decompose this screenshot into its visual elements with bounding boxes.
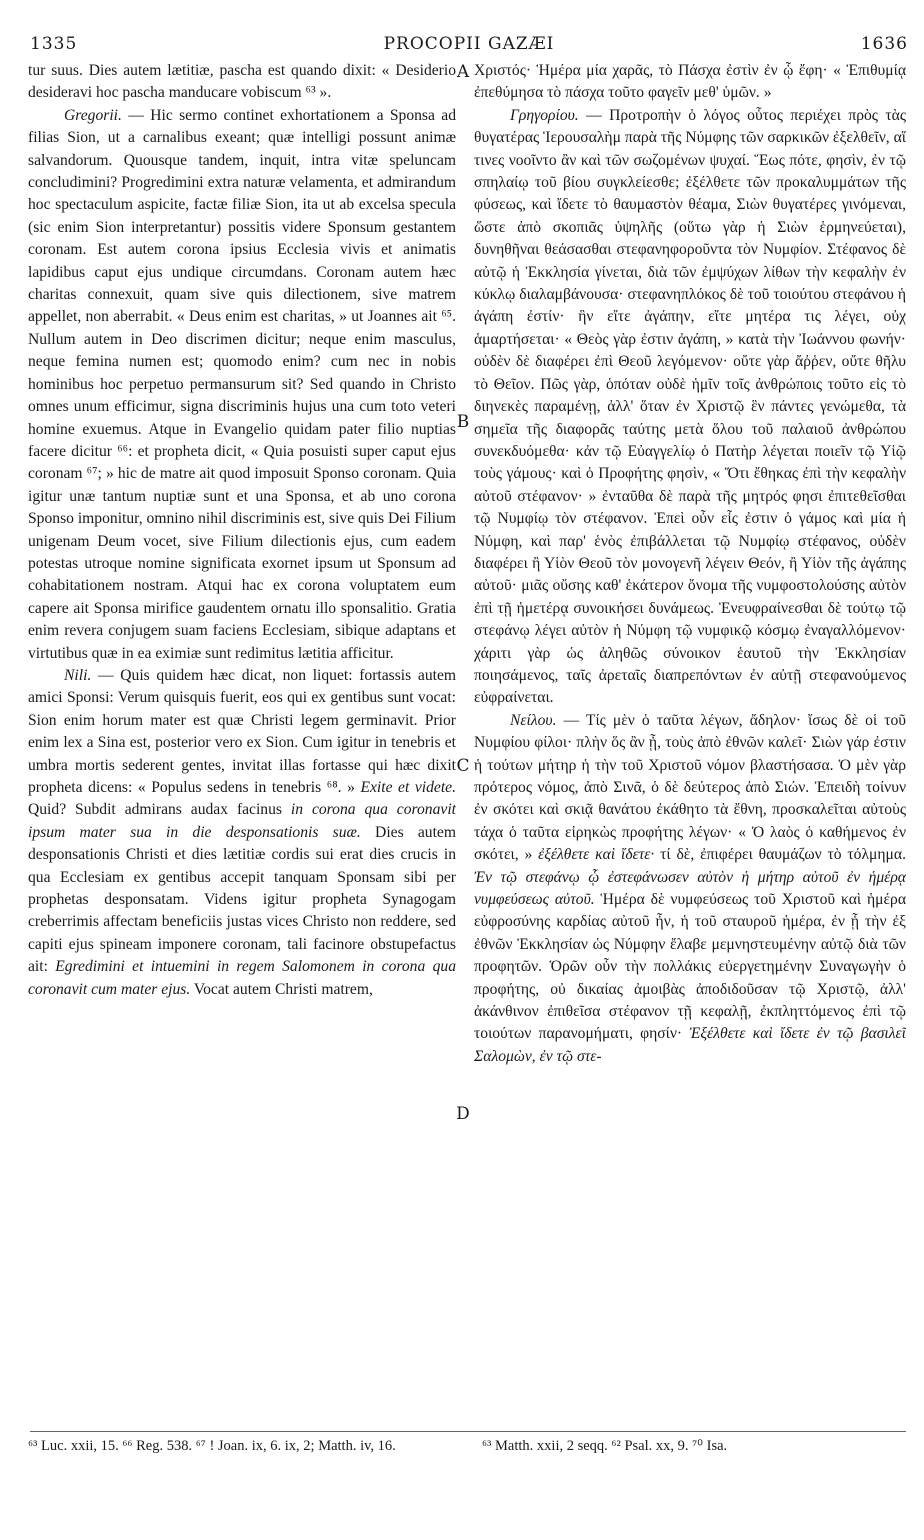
nili-text-a: — Quis quidem hæc dicat, non liquet: fortassis autem amici Sponsi: Verum quisquis fuerit, eos qui ex gentibus sunt vocat: Sion enim horum mater est quæ Christi legem germinavit. Prior enim lex a Sina est, posterior vero ex Sion. Cum igitur in tenebris et umbra mortis sederent gentes, invitat illas fortasse qui hæc dixit propheta dicens: « Populus sedens in tenebris ⁶⁸. » <box>28 666 456 796</box>
gregorii-text: — Hic sermo continet exhortationem a Sponsa ad filias Sion, ut a carnalibus exeant; quæ intelligi possunt animæ salvandorum. Quousque tandem, inquit, intra vitæ speluncam concludimini? Progredimini extra naturæ velamenta, et admirandum hoc spectaculum aspicite, factæ filiæ Sion, ita ut ab excelsa specula (sic enim Sion interpretantur) possitis videre Sponsum gestantem coronam. Est autem corona ipsius Ecclesia vivis et animatis lapidibus caput ejus undique circumdans. Coronam autem hæc charitas connexuit, quam sive quis dilectionem, sive matrem appellet, non aberrabit. « Deus enim est charitas, » ut Joannes ait ⁶⁵. Nullum autem in Deo discrimen dicitur; neque enim masculus, neque femina numen est; quomodo enim? cum nec in nobis hominibus hoc perpetuo permansurum sit? Sed quando in Christo omnes unum efficimur, signa discriminis hujus una cum toto veteri homine exuemus. Atque in Evangelio quidam pater filio nuptias facere dicitur ⁶⁶: et propheta dicit, « Quia posuisti super caput ejus coronam ⁶⁷; » hic de matre ait quod imposuit Sponso coronam. Quia igitur unæ tantum nuptiæ sunt et una Sponsa, et ab uno corona Sponso imponitur, omnino nihil discriminis est, sive quis Dei Filium unigenam Deum vocet, sive Filium dilectionis ejus, cum eadem potestas utroque nomine significata exornet ipsum ut Sponsum ad cohabitationem nostram. Atqui hac ex corona voluptatem eum capere ait Sponsa mirifice gaudentem ornatu illo sponsalitio. Gratia enim revera conjugem suam faciens Ecclesiam, sibique adaptans et virtutibus quæ in ea eximiæ sunt redimitus lætitia afficitur. <box>28 106 456 662</box>
nili-quote-3: Egredimini et intuemini in regem Salomonem in corona qua coronavit cum mater ejus. <box>28 958 456 998</box>
latin-paragraph-nili <box>28 665 456 1001</box>
page-number-right: 1636 <box>860 34 908 54</box>
neilou-text-c: Ἡμέρα δὲ νυμφεύσεως τοῦ Χριστοῦ καὶ ἡμέρα εὐφροσύνης καρδίας αὐτοῦ ἦν, ἡ τοῦ σταυροῦ ἡμέρα, ἐν ᾗ τὴν ἐξ ἐθνῶν Ἐκκλησίαν ὡς Νύμφην ἔλαβε μεμνηστευμένην αὐτῷ διὰ τῶν προφητῶν. Ὁρῶν οὖν τὴν πολλάκις εὐεργετημένην Συναγωγὴν ὁ προφήτης, οὐ δικαίας ἀμοιβὰς ἀποδιδοῦσαν τῷ Χριστῷ, ἀλλ' ἀκάνθινον ἐπιθεῖσα στέφανον τῇ κεφαλῇ, ἐκπληττόμενος ἐπὶ τῷ τοιούτων παρανομήματι, φησίν· <box>474 891 906 1043</box>
nili-quote-1: Exite et videte. <box>360 779 456 796</box>
footnotes-left: ⁶³ Luc. xxii, 15. ⁶⁶ Reg. 538. ⁶⁷ ! Joan. ix, 6. ix, 2; Matth. iv, 16. <box>28 1438 396 1454</box>
nili-text-d: Vocat autem Christi matrem, <box>190 980 373 998</box>
margin-mark-a: A <box>456 62 470 82</box>
section-label-gregoriou: Γρηγορίου. <box>510 106 579 124</box>
neilou-text-b: τί δὲ, ἐπιφέρει θαυμάζων τὸ τόλμημα. <box>654 846 906 864</box>
page-number-left: 1335 <box>30 34 78 54</box>
neilou-quote-1: ἐξέλθετε καὶ ἴδετε· <box>538 846 655 864</box>
margin-mark-b: B <box>456 412 470 432</box>
greek-paragraph-neilou <box>474 710 906 1069</box>
margin-mark-c: C <box>456 756 470 776</box>
section-label-nili: Nili. <box>64 666 92 684</box>
neilou-text-a: — Τίς μὲν ὁ ταῦτα λέγων, ἄδηλον· ἴσως δὲ οἱ τοῦ Νυμφίου φίλοι· πλὴν ὅς ἂν ᾖ, τοὺς ἀπὸ ἐθνῶν καλεῖ· Σιὼν γάρ ἐστιν ἡ τούτων μήτηρ ἡ τὴν τοῦ Χριστοῦ νόμον βλαστήσασα. Ὁ μὲν γὰρ πρότερος νόμος, ἀπὸ Σινᾶ, ὁ δὲ δεύτερος ἀπὸ Σιών. Ἐπειδὴ τοίνυν ἐν σκότει καὶ σκιᾷ θανάτου ἐκάθητο τὰ ἔθνη, προσκαλεῖται αὐτοὺς τάχα ὁ ταῦτα εἰρηκὼς προφήτης λέγων· « Ὁ λαὸς ὁ καθήμενος ἐν σκότει, » <box>474 711 906 864</box>
nili-text-c: Dies autem desponsationis Christi et dies lætitiæ cordis sui erat dies crucis in qua Ecclesiam ex gentibus accepit tanquam Sponsam sibi per prophetas desponsatam. Videns igitur propheta Synagogam creberrimis affectam beneficiis justas vices Christo non reddere, sed capiti ejus spineam imponere coronam, tali facinore obstupefactus ait: <box>28 823 456 976</box>
nili-quote-2: in corona qua coronavit ipsum mater sua in die desponsationis suæ. <box>28 801 456 841</box>
greek-paragraph-1: Χριστός· Ἡμέρα μία χαρᾶς, τὸ Πάσχα ἐστὶν ἐν ᾧ ἔφη· « Ἐπιθυμίᾳ ἐπεθύμησα τὸ πάσχα τοῦτο φαγεῖν μεθ' ὑμῶν. » <box>474 62 906 102</box>
latin-paragraph-1: tur suus. Dies autem lætitiæ, pascha est quando dixit: « Desiderio desideravi hoc pascha manducare vobiscum ⁶³ ». <box>28 62 456 102</box>
margin-mark-d: D <box>456 1104 470 1124</box>
running-header <box>30 34 908 60</box>
latin-paragraph-gregorii <box>28 105 456 665</box>
running-title: PROCOPII GAZÆI <box>383 34 555 54</box>
greek-paragraph-gregoriou <box>474 105 906 710</box>
gregoriou-text: — Προτροπὴν ὁ λόγος οὗτος περιέχει πρὸς τὰς θυγατέρας Ἱερουσαλὴμ παρὰ τῆς Νύμφης τῶν σαρκικῶν ἐξελθεῖν, αἵ τινες νοοῖντο ἂν καὶ τῶν σωζομένων ψυχαί. Ἕως πότε, φησὶν, ἐν τῷ σπηλαίῳ τοῦ βίου συγκλείεσθε; ἐξέλθετε τῶν προκαλυμμάτων τῆς φύσεως, καὶ ἴδετε τὸ θαυμαστὸν θέαμα, Σιὼν θυγατέρες γινόμεναι, ὥστε ἀπὸ σκοπιᾶς ὑψηλῆς (οὕτω γὰρ ἡ Σιὼν ἑρμηνεύεται), δυνηθῆναι θεάσασθαι στεφανηφοροῦντα τὸν Νυμφίον. Στέφανος δὲ αὐτῷ ἡ Ἐκκλησία γίνεται, διὰ τῶν ἐμψύχων λίθων τὴν κεφαλὴν ἐν κύκλῳ διαλαμβάνουσα· στεφανηπλόκος δὲ τοῦ τοιούτου στεφάνου ἡ ἀγάπη ἐστίν· ἣν εἴτε ἀγάπην, εἴτε μητέρα τις λέγει, οὐχ ἁμαρτήσεται· « Θεὸς γὰρ ἐστιν ἀγάπη, » κατὰ τὴν Ἰωάννου φωνήν· οὐδὲν δὲ διαφέρει ἐπὶ Θεοῦ λεγόμενον· οὔτε γὰρ ἄῤῥεν, οὔτε θῆλυ τὸ Θεῖον. Πῶς γὰρ, ὁπόταν οὐδὲ ἡμῖν τοῖς ἀνθρώποις τοῦτο εἰς τὸ διηνεκὲς παραμένῃ, ἀλλ' ὅταν ἐν Χριστῷ ἓν πάντες γενώμεθα, τὰ σημεῖα τῆς διαφορᾶς ταύτης μετὰ ὅλου τοῦ παλαιοῦ ἀνθρώπου συνεκδυόμεθα· κἀν τῷ Εὐαγγελίῳ ὁ Πατὴρ λέγεται ποιεῖν τῷ Υἱῷ τοὺς γάμους· καὶ ὁ Προφήτης φησὶν, « Ὅτι ἔθηκας ἐπὶ τὴν κεφαλὴν αὐτοῦ στέφανον· » ἐνταῦθα δὲ παρὰ τῆς μητρός φησι ἐπιτεθεῖσθαι τῷ Νυμφίῳ τὸν στέφανον. Ἐπεὶ οὖν εἷς ἐστιν ὁ γάμος καὶ μία ἡ Νύμφη, καὶ παρ' ἑνὸς ἐπιβάλλεται τῷ Νυμφίῳ στέφανος, οὐδὲν διαφέρει ἢ Υἱὸν Θεοῦ τὸν μονογενῆ λέγειν Θεόν, ἢ Υἱὸν τῆς ἀγάπης αὐτοῦ· μιᾶς οὔσης καθ' ἑκάτερον ὄνομα τῆς νυμφοστολούσης αὐτὸν ἐπὶ τῇ ἡμετέρᾳ συνοικήσει δυνάμεως. Ἐνευφραίνεσθαι δὲ τούτῳ τῷ στεφάνῳ λέγει αὐτὸν ἡ Νύμφη τῷ νυμφικῷ κόσμῳ ἐναγαλλόμενον· χάριτι γὰρ ὡς ἀληθῶς σύνοικον ἑαυτοῦ τὴν Ἐκκλησίαν ποιησάμενος, ταῖς ἀρεταῖς διαπρεπόντων ἐν αὐτῇ στεφανούμενος εὐφραίνεται. <box>474 106 906 707</box>
nili-text-b: Quid? Subdit admirans audax facinus <box>28 801 291 819</box>
neilou-quote-2: Ἐν τῷ στεφάνῳ ᾧ ἐστεφάνωσεν αὐτὸν ἡ μήτηρ αὐτοῦ ἐν ἡμέρᾳ νυμφεύσεως αὐτοῦ. <box>474 868 906 909</box>
footnote-divider <box>30 1431 906 1432</box>
footnotes-right: ⁶³ Matth. xxii, 2 seqq. ⁶² Psal. xx, 9. ⁷⁰ Isa. <box>482 1438 728 1454</box>
latin-column <box>28 60 456 1430</box>
section-label-neilou: Νείλου. <box>510 711 557 729</box>
greek-column <box>474 60 906 1430</box>
neilou-quote-3: Ἐξέλθετε καὶ ἴδετε ἐν τῷ βασιλεῖ Σαλομὼν, ἐν τῷ στε- <box>474 1025 906 1065</box>
section-label-gregorii: Gregorii. <box>64 106 122 124</box>
